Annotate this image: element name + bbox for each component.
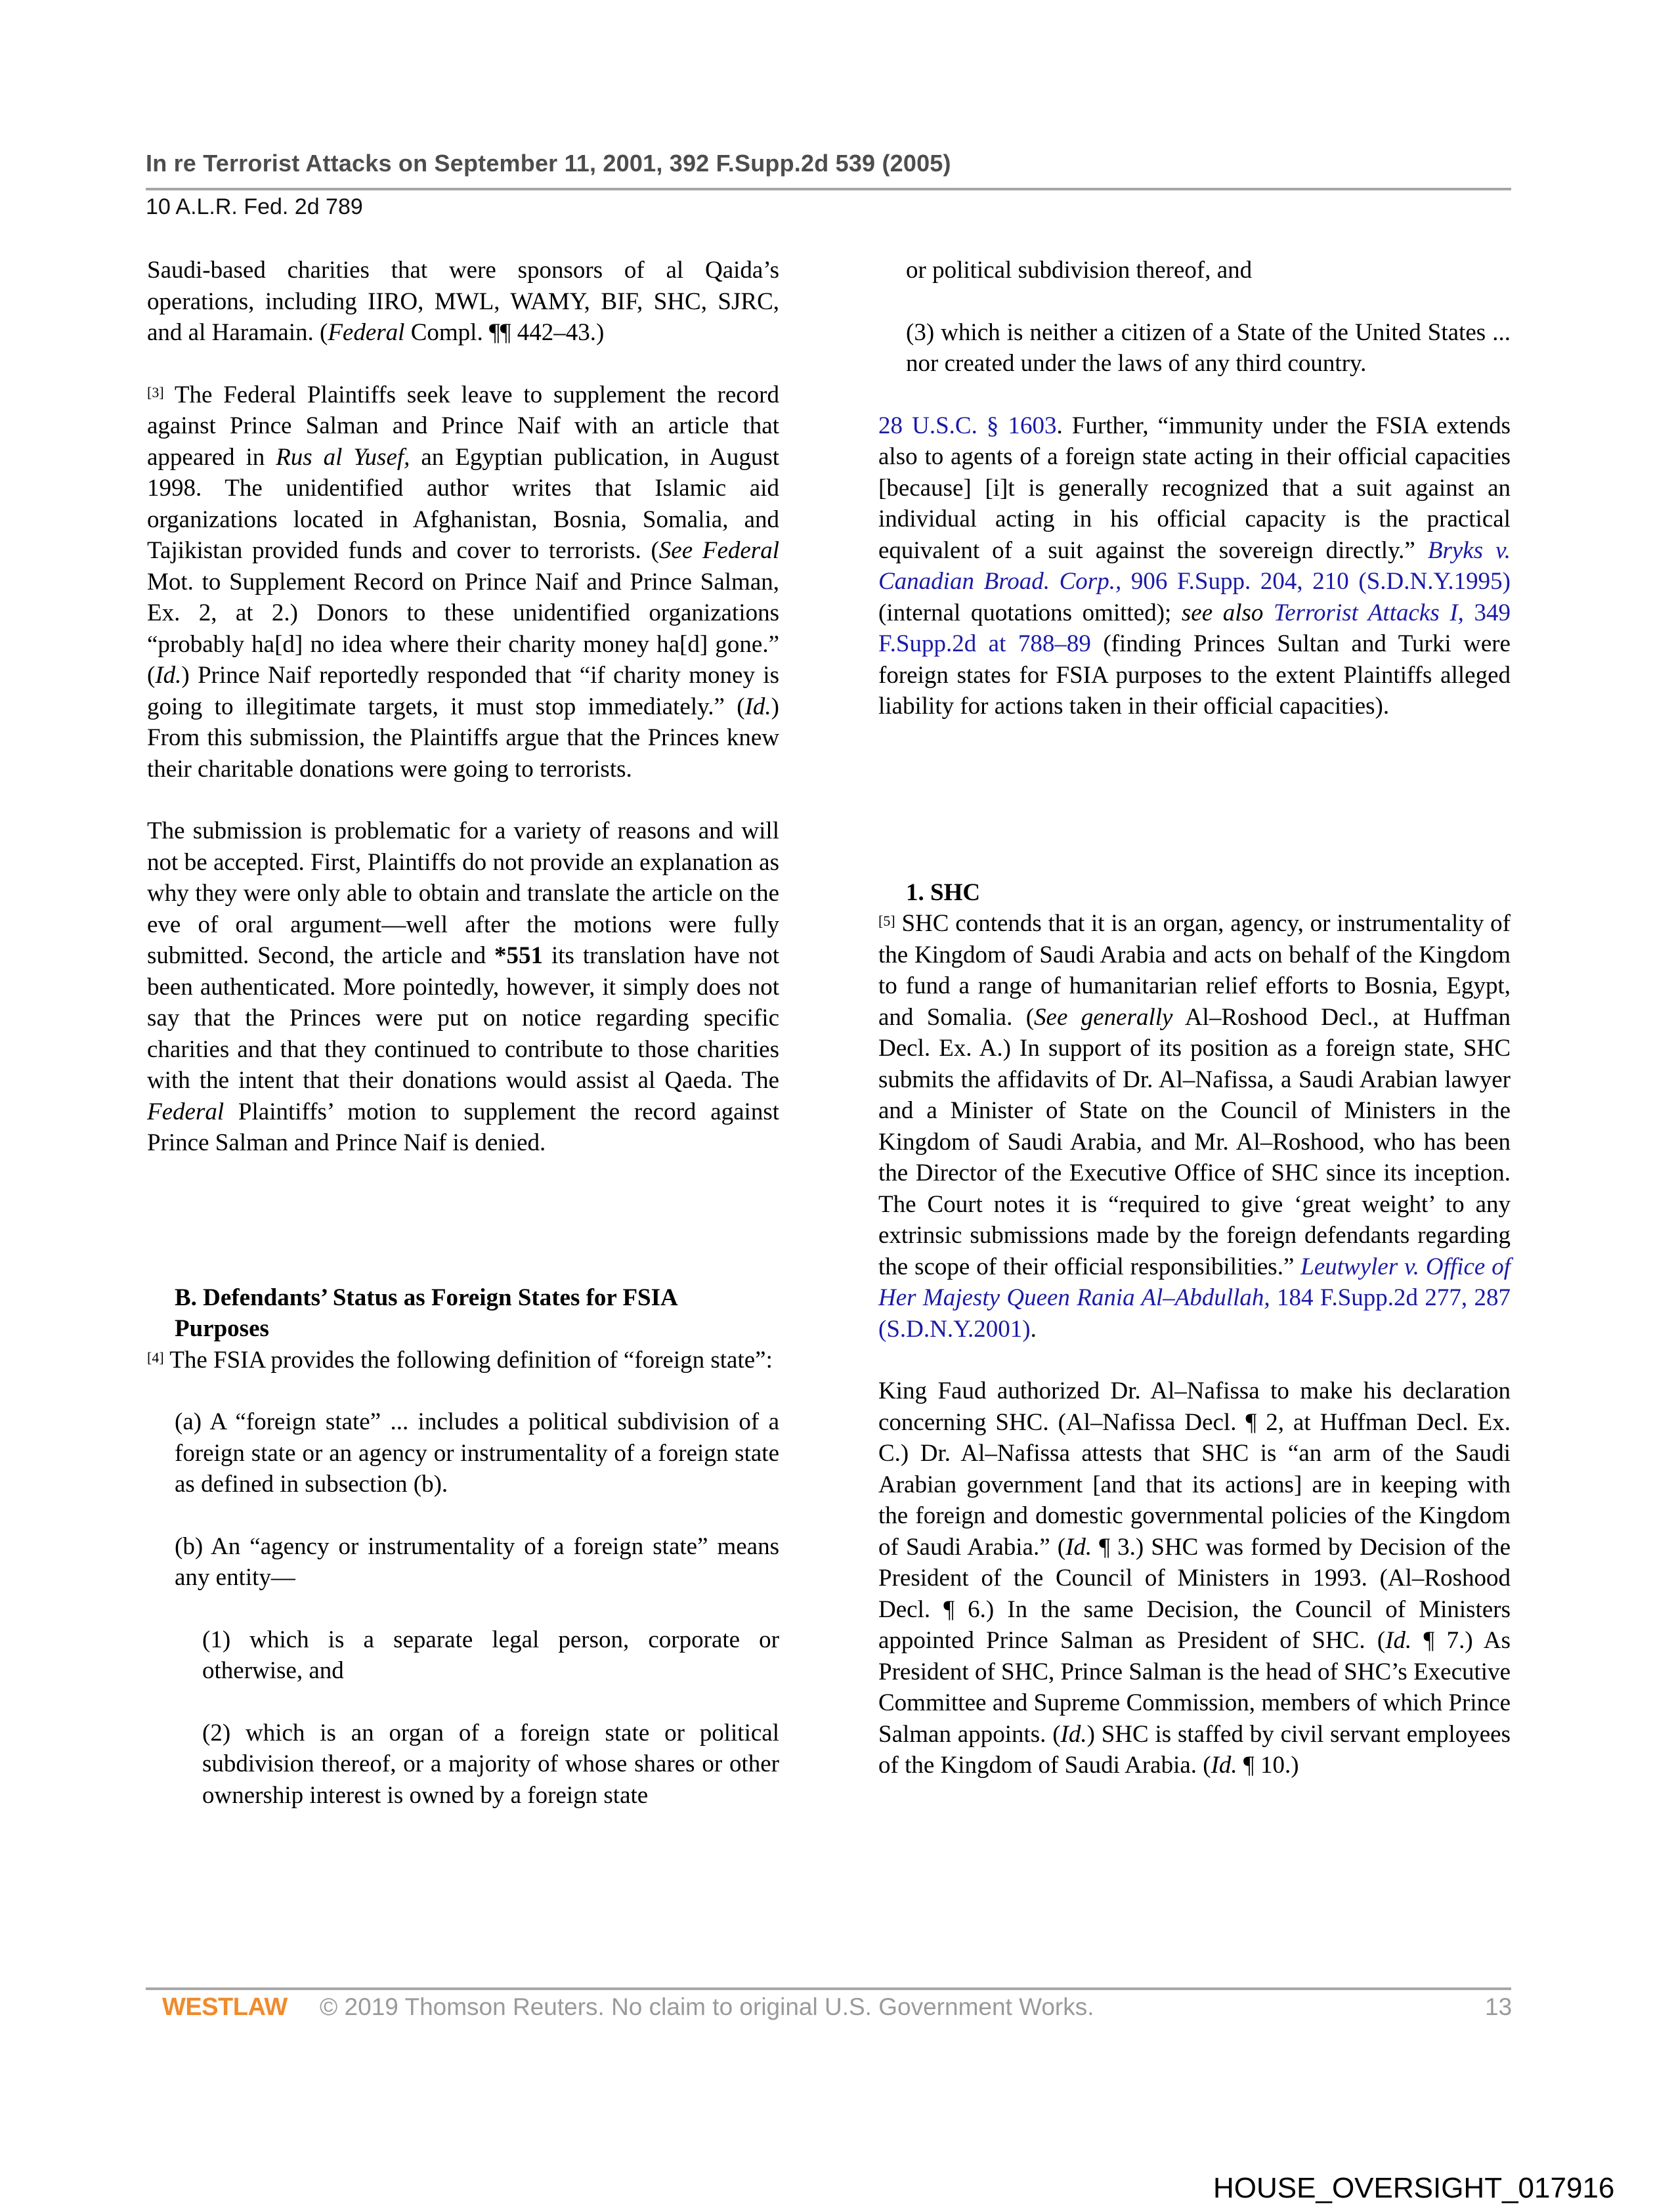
paragraph-shc-contends: [5] SHC contends that it is an organ, agency, or instrumentality of the Kingdom of Saudi Arabia and acts on behalf of the Kingdom to fund a range of humanitarian relief efforts to Bosnia, Egypt, and Somalia. (See generally Al–Roshood Decl., at Huffman Decl. Ex. A.) In support of its position as a foreign state, SHC submits the affidavits of Dr. Al–Nafissa, a Saudi Arabian lawyer and a Minister of State on the Council of Ministers in the Kingdom of Saudi Arabia, and Mr. Al–Roshood, who has been the Director of the Executive Office of SHC since its inception. The Court notes it is “required to give ‘great weight’ to any extrinsic submissions made by the foreign defendants regarding the scope of their official responsibilities.” Leutwyler v. Office of Her Majesty Queen Rania Al–Abdullah, 184 F.Supp.2d 277, 287 (S.D.N.Y.2001). xyxy=(878,910,1511,1343)
headnote-marker-5[interactable]: [5] xyxy=(878,913,895,929)
paragraph-fsia-definition: [4] The FSIA provides the following definition of “foreign state”: xyxy=(147,1346,773,1374)
copyright-notice: © 2019 Thomson Reuters. No claim to original U.S. Government Works. xyxy=(320,1993,1094,2020)
reporter-citation: 10 A.L.R. Fed. 2d 789 xyxy=(146,194,363,219)
statute-quote-b3: (3) which is neither a citizen of a State of the United States ... nor created under the laws of any third country. xyxy=(906,318,1511,377)
page-number: 13 xyxy=(1485,1993,1513,2020)
statute-quote-b1: (1) which is a separate legal person, corporate or otherwise, and xyxy=(202,1626,779,1684)
paragraph-king-faud: King Faud authorized Dr. Al–Nafissa to make his declaration concerning SHC. (Al–Nafissa Decl. ¶ 2, at Huffman Decl. Ex. C.) Dr. Al–Nafissa attests that SHC is “an arm of the Saudi Arabian government [and that its actions] are in keeping with the foreign and domestic governmental policies of the Kingdom of Saudi Arabia.” (Id. ¶ 3.) SHC was formed by Decision of the President of the Council of Ministers in 1993. (Al–Roshood Decl. ¶ 6.) In the same Decision, the Council of Ministers appointed Prince Salman as President of SHC. (Id. ¶ 7.) As President of SHC, Prince Salman is the head of SHC’s Executive Committee and Supreme Commission, members of which Prince Salman appoints. (Id.) SHC is staffed by civil servant employees of the Kingdom of Saudi Arabia. (Id. ¶ 10.) xyxy=(878,1377,1511,1779)
paragraph-supplement-request: [3] The Federal Plaintiffs seek leave to supplement the record against Prince Salman and Prince Naif with an article that appeared in Rus al Yusef, an Egyptian publication, in August 1998. The unidentified author writes that Islamic aid organizations located in Afghanistan, Bosnia, Somalia, and Tajikistan provided funds and cover to terrorists. (See Federal Mot. to Supplement Record on Prince Naif and Prince Salman, Ex. 2, at 2.) Donors to these unidentified organizations “probably ha[d] no idea where their charity money ha[d] gone.” (Id.) Prince Naif reportedly responded that “if charity money is going to illegitimate targets, it must stop immediately.” (Id.) From this submission, the Plaintiffs argue that the Princes knew their charitable donations were going to terrorists. xyxy=(147,381,780,783)
citation-link-leutwyler[interactable]: Leutwyler v. Office of Her Majesty Queen Rania Al–Abdullah, 184 F.Supp.2d 277, 287 (S.D.N.Y.2001) xyxy=(878,1253,1511,1343)
statute-quote-a: (a) A “foreign state” ... includes a political subdivision of a foreign state or an agency or instrumentality of a foreign state as defined in subsection (b). xyxy=(175,1408,779,1498)
westlaw-logo: WESTLAW xyxy=(162,1993,288,2021)
paragraph-charities: Saudi-based charities that were sponsors of al Qaida’s operations, including IIRO, MWL, WAMY, BIF, SHC, SJRC, and al Haramain. (Federal Compl. ¶¶ 442–43.) xyxy=(147,257,779,346)
citation-link-terrorist-attacks-i[interactable]: Terrorist Attacks I, 349 F.Supp.2d at 788–89 xyxy=(878,599,1511,657)
paragraph-immunity-agents: 28 U.S.C. § 1603. Further, “immunity under the FSIA extends also to agents of a foreign state acting in their official capacities [because] [i]t is generally recognized that a suit against an individual acting in his official capacity is the practical equivalent of a suit against the sovereign directly.” Bryks v. Canadian Broad. Corp., 906 F.Supp. 204, 210 (S.D.N.Y.1995) (internal quotations omitted); see also Terrorist Attacks I, 349 F.Supp.2d at 788–89 (finding Princes Sultan and Turki were foreign states for FSIA purposes to the extent Plaintiffs alleged liability for actions taken in their official capacities). xyxy=(878,412,1511,720)
statute-quote-b2-continued: or political subdivision thereof, and xyxy=(906,257,1253,284)
subheading-shc: 1. SHC xyxy=(906,878,981,906)
section-heading-b: B. Defendants’ Status as Foreign States for FSIA Purposes xyxy=(175,1284,677,1342)
case-title-header: In re Terrorist Attacks on September 11, 2001, 392 F.Supp.2d 539 (2005) xyxy=(146,150,951,177)
statute-quote-b: (b) An “agency or instrumentality of a foreign state” means any entity— xyxy=(175,1532,779,1591)
bates-stamp: HOUSE_OVERSIGHT_017916 xyxy=(1213,2172,1615,2204)
header-divider xyxy=(146,188,1511,190)
right-column xyxy=(878,255,1511,1781)
star-page-marker: *551 xyxy=(494,942,544,969)
citation-link-bryks[interactable]: Bryks v. Canadian Broad. Corp., 906 F.Supp. 204, 210 (S.D.N.Y.1995) xyxy=(878,536,1511,595)
headnote-marker-3[interactable]: [3] xyxy=(147,383,164,401)
footer-divider xyxy=(146,1987,1511,1990)
paragraph-submission-problematic: The submission is problematic for a variety of reasons and will not be accepted. First, Plaintiffs do not provide an explanation as why they were only able to obtain and translate the article on the eve of oral argument—well after the motions were fully submitted. Second, the article and *551 its translation have not been authenticated. More pointedly, however, it simply does not say that the Princes were put on notice regarding specific charities and that they continued to contribute to those charities with the intent that their donations would assist al Qaeda. The Federal Plaintiffs’ motion to supplement the record against Prince Salman and Prince Naif is denied. xyxy=(147,817,779,1156)
left-column xyxy=(147,255,779,1811)
statute-quote-b2: (2) which is an organ of a foreign state or political subdivision thereof, or a majority of whose shares or other ownership interest is owned by a foreign state xyxy=(202,1719,779,1809)
headnote-marker-4[interactable]: [4] xyxy=(147,1349,164,1366)
citation-link-28-usc-1603[interactable]: 28 U.S.C. § 1603 xyxy=(878,412,1057,439)
